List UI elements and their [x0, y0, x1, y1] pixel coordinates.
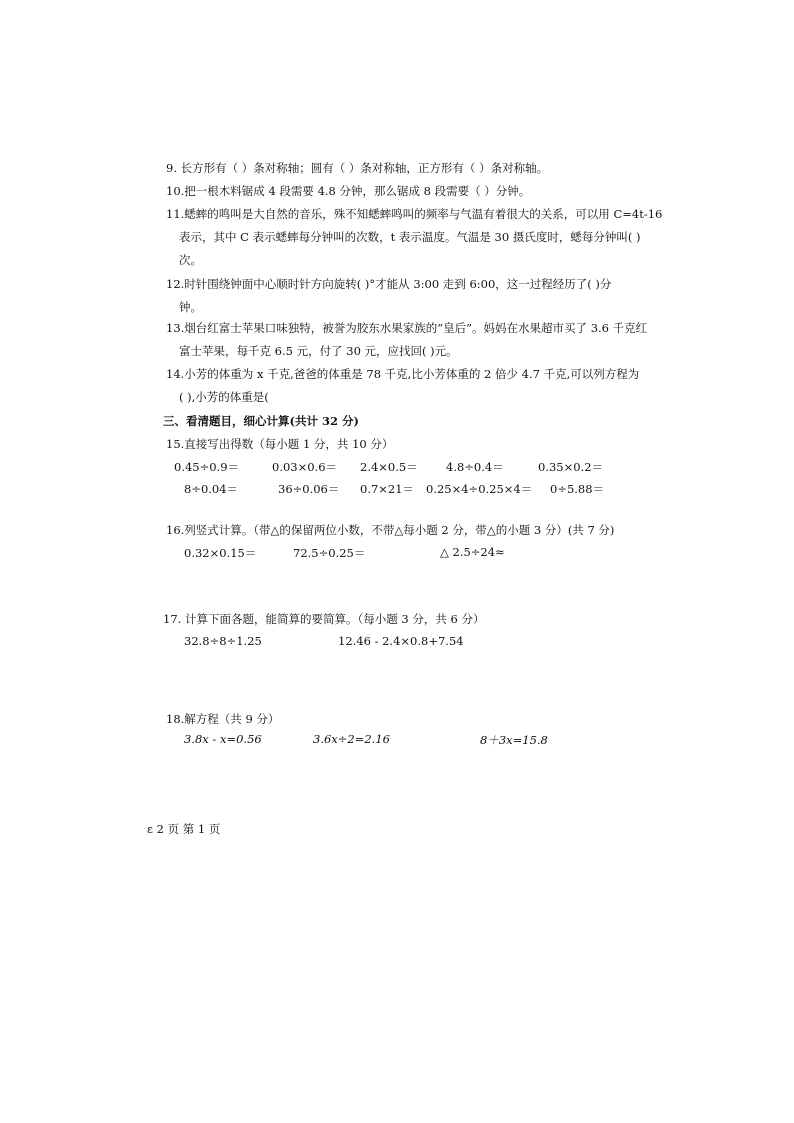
question-16-title: 16.列竖式计算。（带△的保留两位小数，不带△每小题 2 分，带△的小题 3 分）(共 7 分)	[166, 523, 615, 537]
calc-item: 36÷0.06＝	[278, 482, 340, 496]
question-11-line-2: 表示，其中 C 表示蟋蟀每分钟叫的次数，t 表示温度。气温是 30 摄氏度时，蟋每分钟叫( )	[179, 230, 641, 244]
calc-item: 0.25×4÷0.25×4＝	[426, 482, 533, 496]
question-12-line-2: 钟。	[179, 300, 202, 314]
question-14-line-1: 14.小芳的体重为 x 千克,爸爸的体重是 78 千克,比小芳体重的 2 倍少 4.7 千克,可以列方程为	[166, 367, 640, 381]
calc-item: 0.03×0.6＝	[272, 460, 338, 474]
equation-item: 3.8x - x=0.56	[184, 732, 262, 746]
question-14-line-2: ( ),小芳的体重是(	[179, 390, 269, 404]
calc-item: △ 2.5÷24≈	[440, 545, 505, 559]
calc-item: 0.32×0.15＝	[184, 546, 257, 560]
calc-item: 0÷5.88＝	[550, 482, 605, 496]
calc-item: 0.45÷0.9＝	[174, 460, 240, 474]
calc-item: 2.4×0.5＝	[360, 460, 418, 474]
question-10: 10.把一根木料锯成 4 段需要 4.8 分钟，那么锯成 8 段需要（ ）分钟。	[166, 184, 531, 198]
question-11-line-1: 11.蟋蟀的鸣叫是大自然的音乐，殊不知蟋蟀鸣叫的频率与气温有着很大的关系，可以用 C=4t-16	[166, 207, 663, 221]
calc-item: 72.5÷0.25＝	[293, 546, 366, 560]
equation-item: 3.6x÷2=2.16	[313, 732, 390, 746]
calc-item: 8÷0.04＝	[184, 482, 239, 496]
calc-item: 12.46 - 2.4×0.8+7.54	[338, 634, 464, 648]
equation-item: 8＋3x=15.8	[480, 733, 548, 747]
question-13-line-2: 富士苹果，每千克 6.5 元，付了 30 元，应找回( )元。	[179, 344, 458, 358]
question-18-title: 18.解方程（共 9 分）	[166, 712, 280, 726]
calc-item: 32.8÷8÷1.25	[184, 634, 262, 648]
section-3-heading: 三、看清题目，细心计算(共计 32 分)	[163, 414, 359, 428]
page-footer: ε 2 页 第 1 页	[147, 822, 221, 836]
question-17-title: 17. 计算下面各题，能简算的要简算。（每小题 3 分，共 6 分）	[163, 612, 485, 626]
question-15-title: 15.直接写出得数（每小题 1 分，共 10 分）	[166, 437, 394, 451]
calc-item: 0.7×21＝	[360, 482, 415, 496]
question-13-line-1: 13.烟台红富士苹果口味独特，被誉为胶东水果家族的“皇后”。妈妈在水果超市买了 3.6 千克红	[166, 321, 648, 335]
question-11-line-3: 次。	[179, 253, 202, 267]
calc-item: 0.35×0.2＝	[538, 460, 604, 474]
question-12-line-1: 12.时针围绕钟面中心顺时针方向旋转( )°才能从 3:00 走到 6:00，这一过程经历了( )分	[166, 277, 612, 291]
question-9: 9. 长方形有（ ）条对称轴；圆有（ ）条对称轴，正方形有（ ）条对称轴。	[166, 161, 549, 175]
calc-item: 4.8÷0.4＝	[446, 460, 504, 474]
